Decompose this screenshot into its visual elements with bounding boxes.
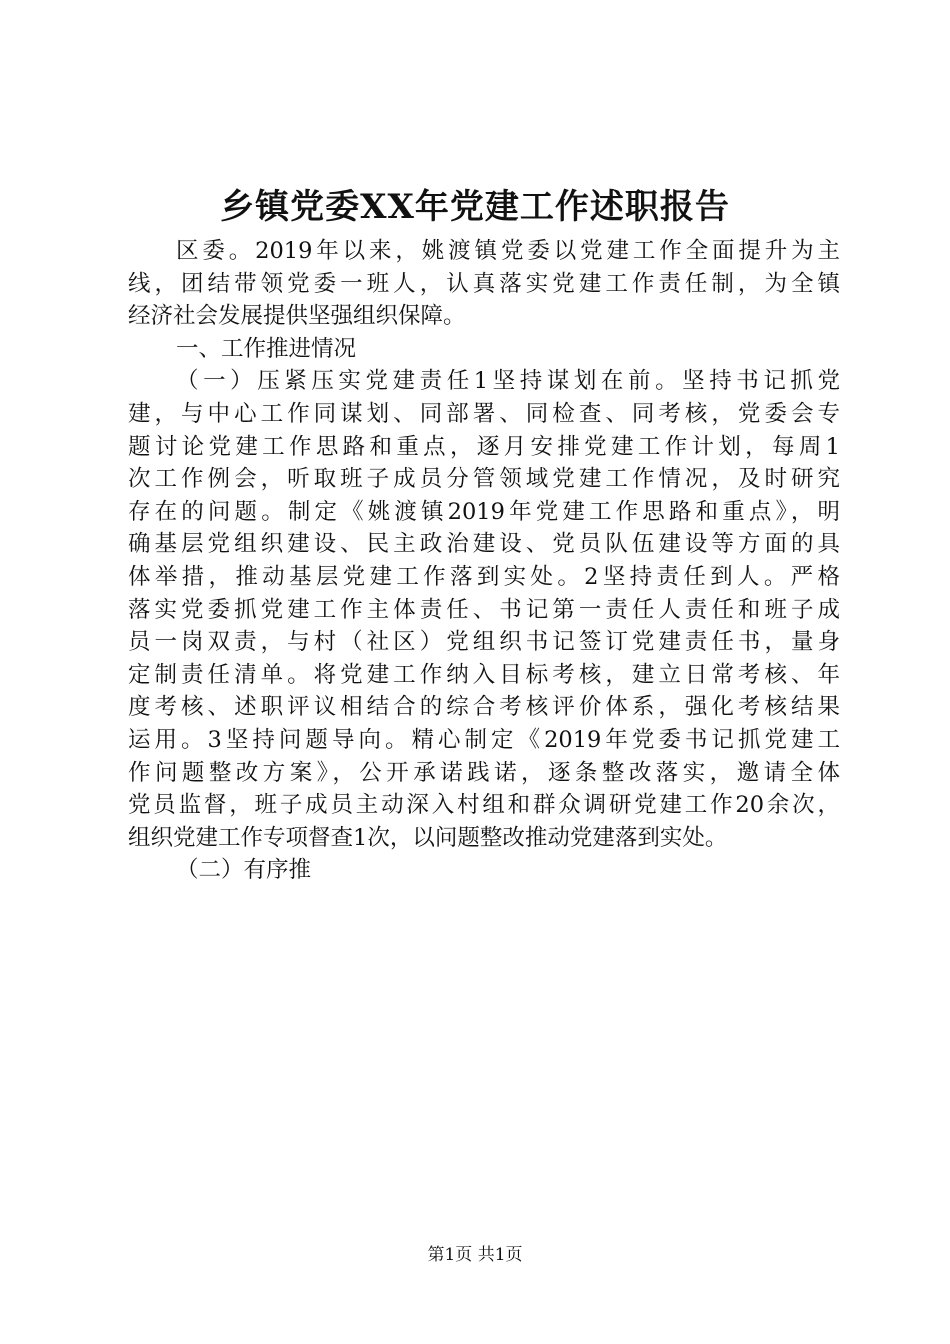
body-line: 度考核、述职评议相结合的综合考核评价体系，强化考核结果	[128, 694, 840, 721]
section-heading: 一、工作推进情况	[176, 335, 357, 362]
body-line: 次工作例会，听取班子成员分管领域党建工作情况，及时研究	[128, 466, 840, 493]
document-body	[128, 235, 840, 887]
page-footer: 第1页 共1页	[427, 1245, 523, 1265]
body-line: 落实党委抓党建工作主体责任、书记第一责任人责任和班子成	[128, 596, 840, 623]
section-heading: （二）有序推	[176, 857, 312, 884]
body-line: 题讨论党建工作思路和重点，逐月安排党建工作计划，每周1	[128, 433, 840, 460]
body-line: （一）压紧压实党建责任1坚持谋划在前。坚持书记抓党	[176, 368, 840, 395]
body-line: 确基层党组织建设、民主政治建设、党员队伍建设等方面的具	[128, 531, 840, 558]
body-line: 作问题整改方案》，公开承诺践诺，逐条整改落实，邀请全体	[128, 759, 840, 786]
body-line: 线，团结带领党委一班人，认真落实党建工作责任制，为全镇	[128, 270, 840, 297]
body-line: 体举措，推动基层党建工作落到实处。2坚持责任到人。严格	[128, 563, 840, 590]
body-line: 区委。2019年以来，姚渡镇党委以党建工作全面提升为主	[176, 238, 840, 264]
body-line: 经济社会发展提供坚强组织保障。	[128, 303, 466, 330]
body-line: 建，与中心工作同谋划、同部署、同检查、同考核，党委会专	[128, 400, 840, 427]
body-line: 定制责任清单。将党建工作纳入目标考核，建立日常考核、年	[128, 661, 840, 688]
body-line: 存在的问题。制定《姚渡镇2019年党建工作思路和重点》，明	[128, 498, 840, 525]
body-line: 党员监督，班子成员主动深入村组和群众调研党建工作20余次，	[128, 792, 840, 819]
body-line: 员一岗双责，与村（社区）党组织书记签订党建责任书，量身	[128, 629, 840, 656]
document-title: 乡镇党委XX年党建工作述职报告	[220, 187, 730, 227]
body-line: 组织党建工作专项督查1次，以问题整改推动党建落到实处。	[128, 824, 728, 851]
body-line: 运用。3坚持问题导向。精心制定《2019年党委书记抓党建工	[128, 726, 840, 753]
